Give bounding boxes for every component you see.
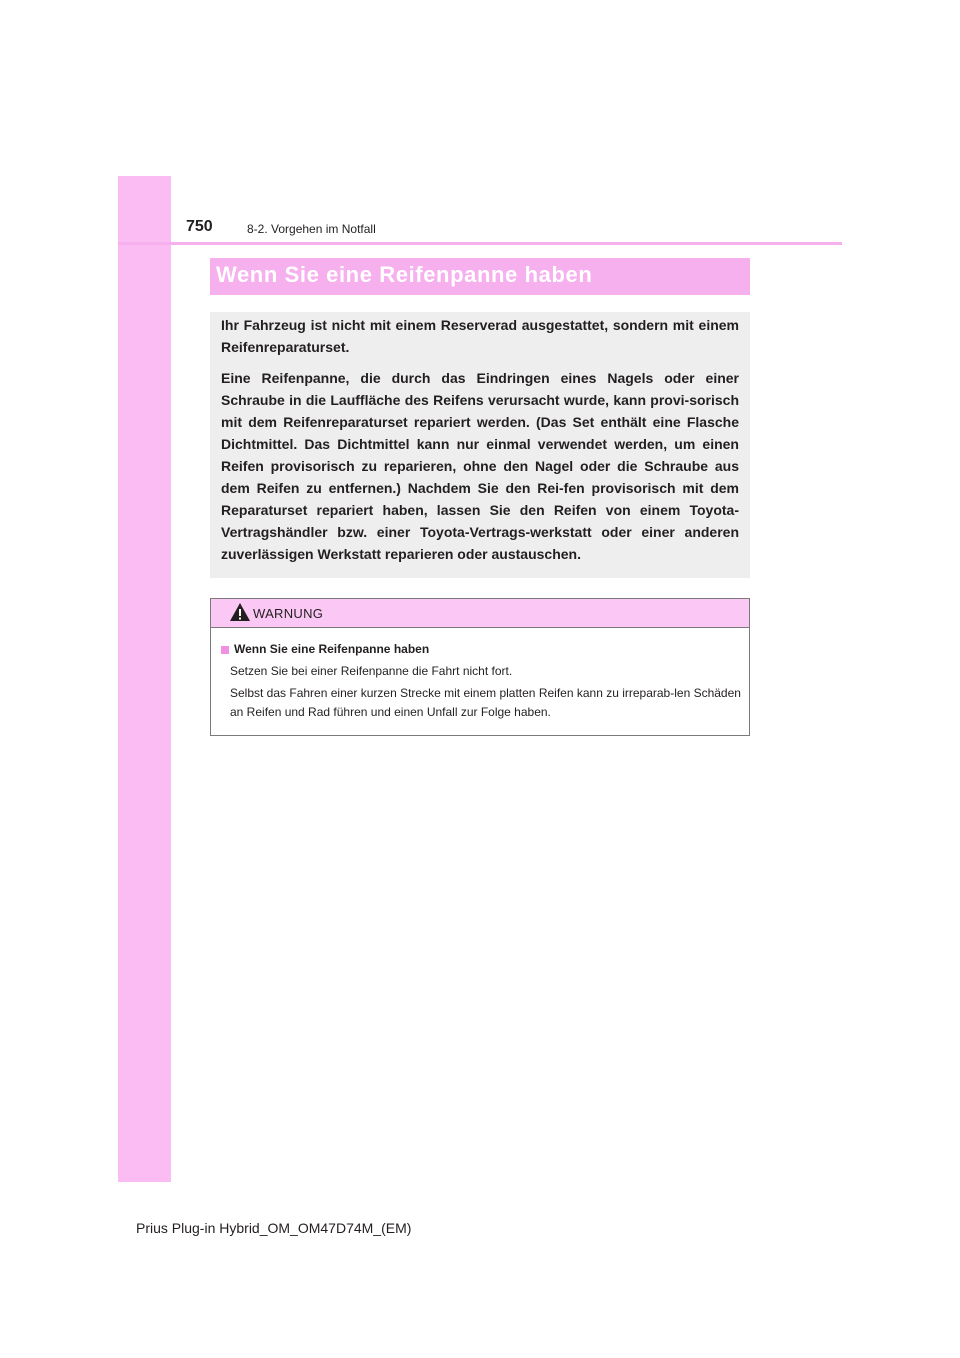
page-title: Wenn Sie eine Reifenpanne haben	[216, 262, 593, 287]
intro-text	[221, 314, 739, 574]
intro-paragraph-1: Ihr Fahrzeug ist nicht mit einem Reserverad ausgestattet, sondern mit einem Reifenreparaturset.	[221, 317, 739, 355]
warning-box	[210, 598, 750, 736]
footer-document-id: Prius Plug-in Hybrid_OM_OM47D74M_(EM)	[136, 1220, 412, 1236]
square-bullet-icon	[221, 646, 229, 654]
warning-triangle-icon	[229, 602, 251, 622]
warning-label: WARNUNG	[253, 606, 324, 621]
warning-heading-text: Wenn Sie eine Reifenpanne haben	[234, 642, 430, 656]
header-rule	[118, 242, 842, 245]
page-number: 750	[186, 218, 213, 235]
warning-body	[211, 628, 749, 722]
side-tab-bar	[118, 176, 171, 1182]
intro-paragraph-2: Eine Reifenpanne, die durch das Eindringen eines Nagels oder einer Schraube in die Lauffläche des Reifens verursacht wurde, kann provi-sorisch mit dem Reifenreparaturset repariert werden. (Das Set enthält eine Flasche Dichtmittel. Das Dichtmittel kann nur einmal verwendet werden, um einen Reifen provisorisch zu reparieren, ohne den Nagel oder die Schraube aus dem Reifen zu entfernen.) Nachdem Sie den Rei-fen provisorisch mit dem Reparaturset repariert haben, lassen Sie den Reifen von einem Toyota-Vertragshändler bzw. einer Toyota-Vertrags-werkstatt oder einer anderen zuverlässigen Werkstatt reparieren oder austauschen.	[221, 370, 739, 562]
section-label: 8-2. Vorgehen im Notfall	[247, 222, 376, 236]
warning-line-2: Selbst das Fahren einer kurzen Strecke mit einem platten Reifen kann zu irreparab-len Schäden an Reifen und Rad führen und einen Unfall zur Folge haben.	[230, 686, 741, 719]
warning-line-1: Setzen Sie bei einer Reifenpanne die Fahrt nicht fort.	[230, 664, 513, 678]
warning-header	[211, 599, 749, 628]
warning-heading	[219, 640, 741, 659]
